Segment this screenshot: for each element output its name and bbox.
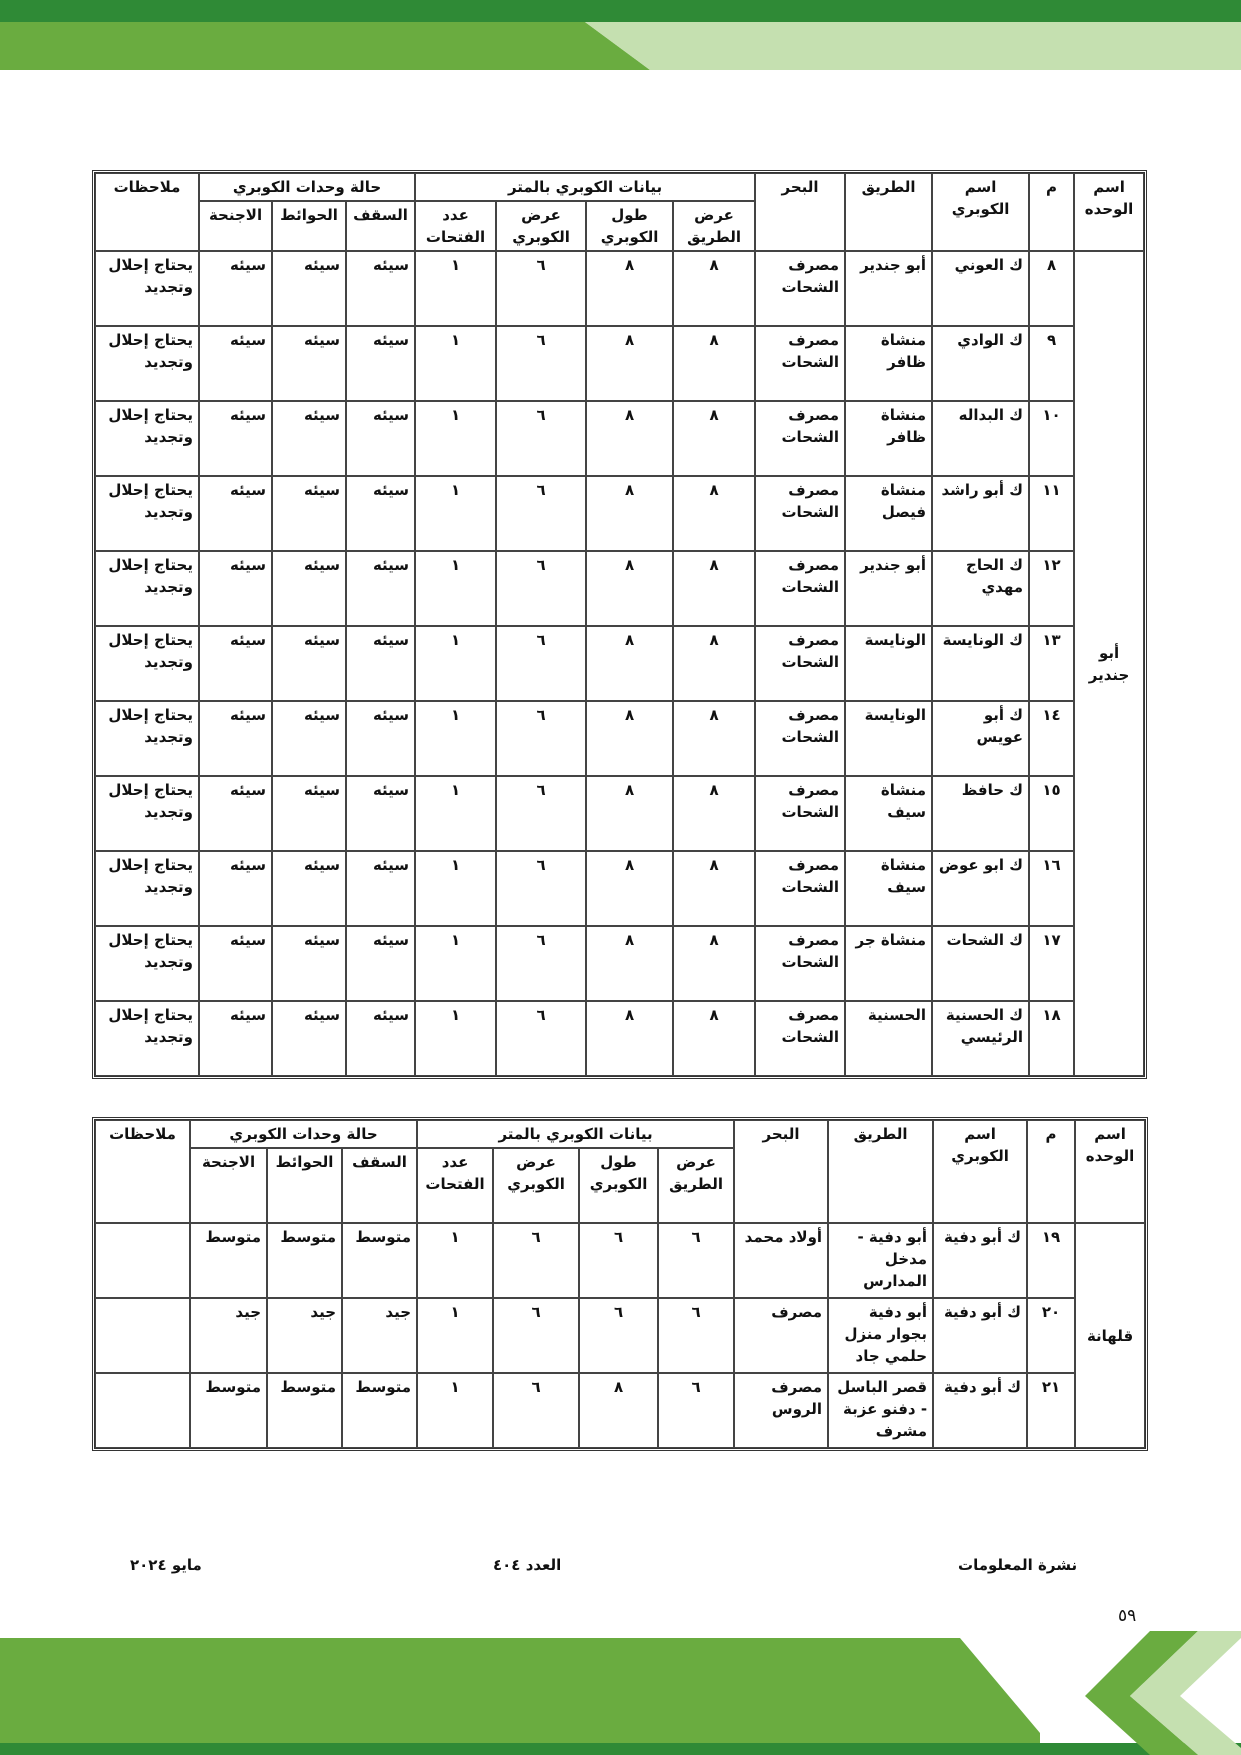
openings-value: ١ — [415, 926, 496, 1001]
table-row — [95, 251, 1144, 326]
bridge-width-value: ٦ — [496, 476, 586, 551]
road-width-value: ٨ — [673, 926, 755, 1001]
waterway-name: مصرف الشحات — [755, 1001, 845, 1076]
roof-condition: سيئه — [346, 626, 415, 701]
bridge-name: ك أبو دفية — [933, 1298, 1027, 1373]
unit-name-cell: قلهانة — [1075, 1223, 1145, 1448]
waterway-name: مصرف الشحات — [755, 776, 845, 851]
row-number: ٩ — [1029, 326, 1074, 401]
roof-condition: سيئه — [346, 851, 415, 926]
bridge-width-value: ٦ — [496, 851, 586, 926]
bridge-width-value: ٦ — [496, 251, 586, 326]
page-number: ٥٩ — [1118, 1606, 1137, 1626]
road-name: قصر الباسل - دفنو عزبة مشرف — [828, 1373, 933, 1448]
notes-cell: يحتاج إحلال وتجديد — [95, 476, 199, 551]
bridge-length-value: ٦ — [579, 1223, 658, 1298]
row-number: ١١ — [1029, 476, 1074, 551]
wings-condition: جيد — [190, 1298, 267, 1373]
road-width-value: ٦ — [658, 1373, 734, 1448]
table-row — [95, 551, 1144, 626]
bridge-width-value: ٦ — [496, 701, 586, 776]
waterway-name: مصرف الشحات — [755, 851, 845, 926]
header-roof: السقف — [342, 1148, 417, 1223]
road-width-value: ٦ — [658, 1223, 734, 1298]
notes-cell: يحتاج إحلال وتجديد — [95, 401, 199, 476]
bridges-table-qalhana — [92, 1117, 1148, 1451]
road-width-value: ٨ — [673, 1001, 755, 1076]
road-name: أبو جندير — [845, 251, 932, 326]
bridge-name: ك الوادي — [932, 326, 1029, 401]
header-condition-group: حالة وحدات الكوبري — [199, 173, 415, 201]
notes-cell: يحتاج إحلال وتجديد — [95, 551, 199, 626]
header-notes: ملاحظات — [95, 1120, 190, 1223]
bridge-length-value: ٨ — [586, 926, 673, 1001]
row-number: ٢٠ — [1027, 1298, 1075, 1373]
bridge-length-value: ٨ — [579, 1373, 658, 1448]
waterway-name: مصرف الشحات — [755, 476, 845, 551]
waterway-name: مصرف الشحات — [755, 926, 845, 1001]
openings-value: ١ — [415, 701, 496, 776]
header-wings: الاجنحة — [199, 201, 272, 251]
wings-condition: سيئه — [199, 476, 272, 551]
openings-value: ١ — [417, 1373, 493, 1448]
walls-condition: سيئه — [272, 701, 346, 776]
walls-condition: سيئه — [272, 551, 346, 626]
wings-condition: سيئه — [199, 626, 272, 701]
road-width-value: ٦ — [658, 1298, 734, 1373]
bridges-table-abu-gendir — [92, 170, 1147, 1079]
header-m: م — [1029, 173, 1074, 251]
header-unit-name: اسم الوحده — [1075, 1120, 1145, 1223]
openings-value: ١ — [415, 776, 496, 851]
wings-condition: متوسط — [190, 1373, 267, 1448]
walls-condition: متوسط — [267, 1223, 342, 1298]
table-row — [95, 1298, 1145, 1373]
notes-cell: يحتاج إحلال وتجديد — [95, 926, 199, 1001]
table-row — [95, 1223, 1145, 1298]
notes-cell: يحتاج إحلال وتجديد — [95, 851, 199, 926]
road-name: أبو جندير — [845, 551, 932, 626]
wings-condition: سيئه — [199, 551, 272, 626]
bridge-length-value: ٨ — [586, 851, 673, 926]
road-width-value: ٨ — [673, 701, 755, 776]
bridge-name: ك الحاج مهدي — [932, 551, 1029, 626]
notes-cell: يحتاج إحلال وتجديد — [95, 251, 199, 326]
header-bridge-width: عرض الكوبري — [496, 201, 586, 251]
header-unit-name: اسم الوحده — [1074, 173, 1144, 251]
roof-condition: سيئه — [346, 776, 415, 851]
waterway-name: مصرف الشحات — [755, 251, 845, 326]
bridge-width-value: ٦ — [496, 401, 586, 476]
road-width-value: ٨ — [673, 851, 755, 926]
header-bridge-name: اسم الكوبري — [932, 173, 1029, 251]
wings-condition: سيئه — [199, 251, 272, 326]
row-number: ١٢ — [1029, 551, 1074, 626]
openings-value: ١ — [415, 851, 496, 926]
row-number: ١٥ — [1029, 776, 1074, 851]
table-row — [95, 476, 1144, 551]
header-openings-count: عدد الفتحات — [415, 201, 496, 251]
bridge-name: ك حافظ — [932, 776, 1029, 851]
walls-condition: جيد — [267, 1298, 342, 1373]
wings-condition: سيئه — [199, 851, 272, 926]
footer-publication: نشرة المعلومات — [958, 1556, 1078, 1574]
walls-condition: سيئه — [272, 926, 346, 1001]
table-row — [95, 326, 1144, 401]
table-row — [95, 851, 1144, 926]
roof-condition: سيئه — [346, 551, 415, 626]
row-number: ١٦ — [1029, 851, 1074, 926]
openings-value: ١ — [417, 1298, 493, 1373]
header-bridge-data-group: بيانات الكوبري بالمتر — [415, 173, 755, 201]
bridge-length-value: ٨ — [586, 551, 673, 626]
road-name: أبو دفية بجوار منزل حلمي جاد — [828, 1298, 933, 1373]
wings-condition: متوسط — [190, 1223, 267, 1298]
roof-condition: جيد — [342, 1298, 417, 1373]
road-width-value: ٨ — [673, 476, 755, 551]
bridge-width-value: ٦ — [496, 626, 586, 701]
bridge-length-value: ٨ — [586, 476, 673, 551]
roof-condition: سيئه — [346, 401, 415, 476]
walls-condition: سيئه — [272, 1001, 346, 1076]
notes-cell: يحتاج إحلال وتجديد — [95, 701, 199, 776]
bridge-width-value: ٦ — [496, 926, 586, 1001]
notes-cell — [95, 1298, 190, 1373]
row-number: ١٧ — [1029, 926, 1074, 1001]
notes-cell: يحتاج إحلال وتجديد — [95, 1001, 199, 1076]
openings-value: ١ — [415, 326, 496, 401]
bridge-name: ك الشحات — [932, 926, 1029, 1001]
notes-cell: يحتاج إحلال وتجديد — [95, 626, 199, 701]
header-walls: الحوائط — [272, 201, 346, 251]
header-condition-group: حالة وحدات الكوبري — [190, 1120, 417, 1148]
walls-condition: سيئه — [272, 626, 346, 701]
row-number: ٢١ — [1027, 1373, 1075, 1448]
table-row — [95, 701, 1144, 776]
bridge-name: ك الحسنية الرئيسي — [932, 1001, 1029, 1076]
road-width-value: ٨ — [673, 551, 755, 626]
road-width-value: ٨ — [673, 776, 755, 851]
header-road: الطريق — [845, 173, 932, 251]
header-waterway: البحر — [734, 1120, 828, 1223]
wings-condition: سيئه — [199, 701, 272, 776]
openings-value: ١ — [415, 626, 496, 701]
bridge-name: ك العوني — [932, 251, 1029, 326]
header-bridge-length: طول الكوبري — [586, 201, 673, 251]
bridge-width-value: ٦ — [496, 1001, 586, 1076]
walls-condition: سيئه — [272, 476, 346, 551]
bridge-length-value: ٨ — [586, 626, 673, 701]
waterway-name: مصرف الشحات — [755, 701, 845, 776]
wings-condition: سيئه — [199, 401, 272, 476]
openings-value: ١ — [415, 251, 496, 326]
roof-condition: سيئه — [346, 926, 415, 1001]
header-bridge-width: عرض الكوبري — [493, 1148, 579, 1223]
header-walls: الحوائط — [267, 1148, 342, 1223]
road-name: منشاة سيف — [845, 851, 932, 926]
bridge-length-value: ٨ — [586, 401, 673, 476]
road-name: الونايسة — [845, 701, 932, 776]
bridge-name: ك أبو دفية — [933, 1373, 1027, 1448]
walls-condition: سيئه — [272, 776, 346, 851]
road-name: منشاة ظافر — [845, 401, 932, 476]
road-name: منشاة سيف — [845, 776, 932, 851]
road-name: الونايسة — [845, 626, 932, 701]
table-row — [95, 926, 1144, 1001]
bridge-length-value: ٦ — [579, 1298, 658, 1373]
row-number: ١٠ — [1029, 401, 1074, 476]
table-row — [95, 401, 1144, 476]
notes-cell — [95, 1373, 190, 1448]
header-roof: السقف — [346, 201, 415, 251]
header-bridge-length: طول الكوبري — [579, 1148, 658, 1223]
roof-condition: سيئه — [346, 326, 415, 401]
openings-value: ١ — [415, 476, 496, 551]
road-name: منشاة ظافر — [845, 326, 932, 401]
road-name: أبو دفية - مدخل المدارس — [828, 1223, 933, 1298]
row-number: ١٤ — [1029, 701, 1074, 776]
header-bridge-data-group: بيانات الكوبري بالمتر — [417, 1120, 734, 1148]
walls-condition: سيئه — [272, 326, 346, 401]
notes-cell: يحتاج إحلال وتجديد — [95, 776, 199, 851]
header-wings: الاجنحة — [190, 1148, 267, 1223]
bridge-name: ك أبو راشد — [932, 476, 1029, 551]
bridge-name: ك البداله — [932, 401, 1029, 476]
wings-condition: سيئه — [199, 1001, 272, 1076]
wings-condition: سيئه — [199, 926, 272, 1001]
header-bridge-name: اسم الكوبري — [933, 1120, 1027, 1223]
openings-value: ١ — [415, 401, 496, 476]
walls-condition: سيئه — [272, 401, 346, 476]
waterway-name: مصرف الروس — [734, 1373, 828, 1448]
wings-condition: سيئه — [199, 326, 272, 401]
bridge-length-value: ٨ — [586, 701, 673, 776]
road-width-value: ٨ — [673, 626, 755, 701]
openings-value: ١ — [417, 1223, 493, 1298]
header-road: الطريق — [828, 1120, 933, 1223]
header-road-width: عرض الطريق — [673, 201, 755, 251]
notes-cell: يحتاج إحلال وتجديد — [95, 326, 199, 401]
header-m: م — [1027, 1120, 1075, 1223]
bridge-width-value: ٦ — [493, 1373, 579, 1448]
bridge-width-value: ٦ — [496, 776, 586, 851]
road-width-value: ٨ — [673, 251, 755, 326]
bridge-name: ك أبو دفية — [933, 1223, 1027, 1298]
header-openings-count: عدد الفتحات — [417, 1148, 493, 1223]
unit-name-cell: أبو جندير — [1074, 251, 1144, 1076]
road-width-value: ٨ — [673, 326, 755, 401]
row-number: ١٨ — [1029, 1001, 1074, 1076]
bridge-length-value: ٨ — [586, 1001, 673, 1076]
walls-condition: متوسط — [267, 1373, 342, 1448]
row-number: ١٩ — [1027, 1223, 1075, 1298]
waterway-name: مصرف — [734, 1298, 828, 1373]
table-row — [95, 1001, 1144, 1076]
roof-condition: سيئه — [346, 701, 415, 776]
bridge-length-value: ٨ — [586, 326, 673, 401]
header-notes: ملاحظات — [95, 173, 199, 251]
waterway-name: أولاد محمد — [734, 1223, 828, 1298]
roof-condition: متوسط — [342, 1373, 417, 1448]
bridge-width-value: ٦ — [493, 1223, 579, 1298]
openings-value: ١ — [415, 1001, 496, 1076]
bridge-name: ك الونايسة — [932, 626, 1029, 701]
table-row — [95, 776, 1144, 851]
table-row — [95, 1373, 1145, 1448]
bridge-width-value: ٦ — [496, 551, 586, 626]
waterway-name: مصرف الشحات — [755, 326, 845, 401]
bridge-length-value: ٨ — [586, 776, 673, 851]
waterway-name: مصرف الشحات — [755, 626, 845, 701]
walls-condition: سيئه — [272, 251, 346, 326]
wings-condition: سيئه — [199, 776, 272, 851]
header-road-width: عرض الطريق — [658, 1148, 734, 1223]
notes-cell — [95, 1223, 190, 1298]
bridge-length-value: ٨ — [586, 251, 673, 326]
roof-condition: متوسط — [342, 1223, 417, 1298]
waterway-name: مصرف الشحات — [755, 551, 845, 626]
top-banner — [0, 0, 1241, 72]
road-name: منشاة جر — [845, 926, 932, 1001]
bridge-width-value: ٦ — [493, 1298, 579, 1373]
bottom-banner — [0, 1628, 1241, 1755]
header-waterway: البحر — [755, 173, 845, 251]
row-number: ٨ — [1029, 251, 1074, 326]
footer-date: مايو ٢٠٢٤ — [130, 1556, 202, 1574]
roof-condition: سيئه — [346, 476, 415, 551]
row-number: ١٣ — [1029, 626, 1074, 701]
waterway-name: مصرف الشحات — [755, 401, 845, 476]
bridge-name: ك أبو عويس — [932, 701, 1029, 776]
roof-condition: سيئه — [346, 1001, 415, 1076]
road-name: الحسنية — [845, 1001, 932, 1076]
road-name: منشاة فيصل — [845, 476, 932, 551]
openings-value: ١ — [415, 551, 496, 626]
bridge-name: ك ابو عوض — [932, 851, 1029, 926]
roof-condition: سيئه — [346, 251, 415, 326]
bridge-width-value: ٦ — [496, 326, 586, 401]
table-row — [95, 626, 1144, 701]
road-width-value: ٨ — [673, 401, 755, 476]
footer-issue: العدد ٤٠٤ — [493, 1556, 562, 1574]
walls-condition: سيئه — [272, 851, 346, 926]
